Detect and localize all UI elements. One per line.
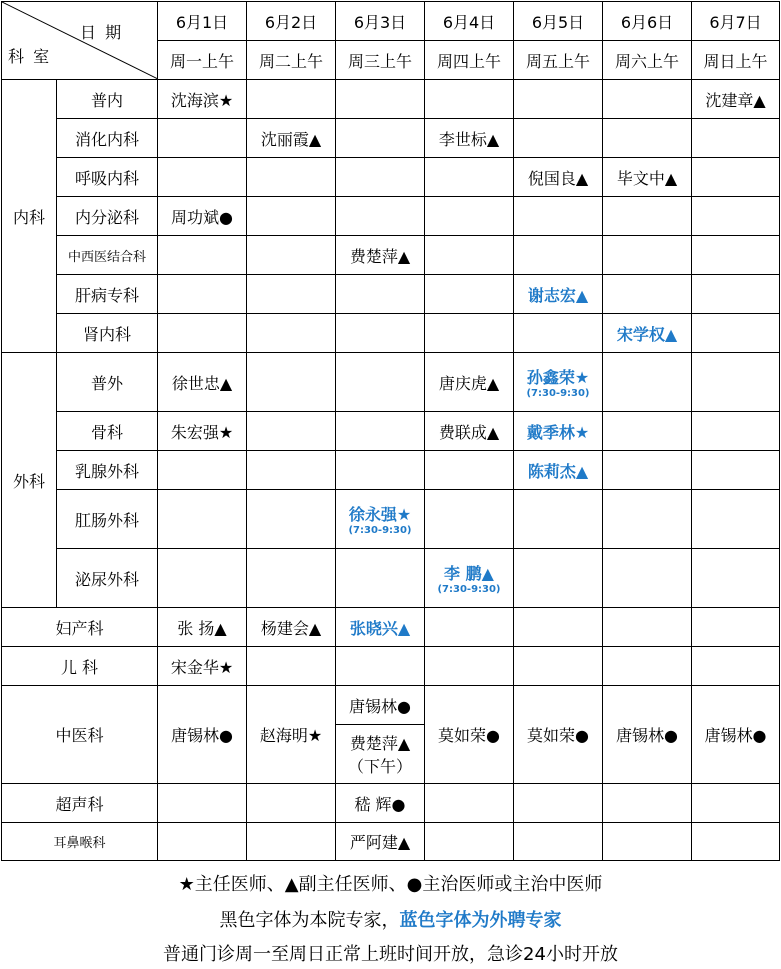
table-row [2,412,780,451]
weekday-header: 周一上午 [158,41,247,80]
empty-cell [603,353,692,412]
empty-cell [514,314,603,353]
dept-label: 超声科 [2,784,158,823]
empty-cell [158,784,247,823]
session-note: （下午） [347,757,412,776]
dept-label: 骨科 [57,412,158,451]
dept-label: 泌尿外科 [57,549,158,608]
table-row [2,784,780,823]
doctor-cell-external: 谢志宏▲ [514,275,603,314]
empty-cell [425,451,514,490]
empty-cell [247,412,336,451]
empty-cell [603,197,692,236]
empty-cell [158,549,247,608]
doctor-cell: 徐世忠▲ [158,353,247,412]
empty-cell [692,275,780,314]
doctor-cell: 唐庆虎▲ [425,353,514,412]
table-row [2,823,780,861]
group-label-surgery: 外科 [2,353,57,608]
empty-cell [336,80,425,119]
time-note: (7:30-9:30) [526,387,590,399]
empty-cell [336,647,425,686]
empty-cell [247,823,336,861]
corner-date-label: 日 期 [80,23,124,42]
table-row [2,686,780,725]
doctor-cell: 沈丽霞▲ [247,119,336,158]
table-row [2,608,780,647]
table-row [2,549,780,608]
table-row [2,647,780,686]
group-label-internal: 内科 [2,80,57,353]
empty-cell [692,647,780,686]
empty-cell [514,119,603,158]
dept-label: 普外 [57,353,158,412]
weekday-header: 周四上午 [425,41,514,80]
empty-cell [514,80,603,119]
empty-cell [514,197,603,236]
doctor-cell: 杨建会▲ [247,608,336,647]
dept-label: 肛肠外科 [57,490,158,549]
font-note-blue: 蓝色字体为外聘专家 [399,910,562,931]
empty-cell [425,275,514,314]
schedule-table [1,1,780,861]
empty-cell [158,119,247,158]
empty-cell [692,236,780,275]
dept-label: 内分泌科 [57,197,158,236]
doctor-cell-external [336,490,425,549]
doctor-cell: 严阿建▲ [336,823,425,861]
empty-cell [336,197,425,236]
font-color-note [0,906,781,932]
doctor-cell-external [514,353,603,412]
empty-cell [336,119,425,158]
dept-label: 中医科 [2,686,158,784]
empty-cell [247,647,336,686]
empty-cell [336,314,425,353]
legend-note: ★主任医师、▲副主任医师、●主治医师或主治中医师 [178,874,603,895]
empty-cell [425,647,514,686]
empty-cell [425,80,514,119]
empty-cell [425,236,514,275]
empty-cell [158,823,247,861]
date-header: 6月1日 [158,2,247,41]
doctor-name: 徐永强★ [348,504,412,524]
empty-cell [336,275,425,314]
empty-cell [603,608,692,647]
date-header: 6月3日 [336,2,425,41]
empty-cell [692,314,780,353]
dept-label: 呼吸内科 [57,158,158,197]
doctor-cell: 唐锡林● [692,686,780,784]
empty-cell [692,412,780,451]
empty-cell [692,197,780,236]
empty-cell [603,119,692,158]
doctor-cell: 宋金华★ [158,647,247,686]
empty-cell [603,549,692,608]
table-row [2,451,780,490]
doctor-cell: 沈建章▲ [692,80,780,119]
empty-cell [425,823,514,861]
doctor-cell: 莫如荣● [514,686,603,784]
empty-cell [603,236,692,275]
empty-cell [692,119,780,158]
empty-cell [247,490,336,549]
dept-label: 乳腺外科 [57,451,158,490]
doctor-cell: 张 扬▲ [158,608,247,647]
doctor-cell: 朱宏强★ [158,412,247,451]
doctor-cell: 唐锡林● [158,686,247,784]
empty-cell [603,784,692,823]
empty-cell [603,80,692,119]
empty-cell [336,549,425,608]
doctor-cell: 周功斌● [158,197,247,236]
doctor-cell: 唐锡林● [336,686,425,725]
empty-cell [514,647,603,686]
empty-cell [692,608,780,647]
empty-cell [158,236,247,275]
table-row [2,197,780,236]
date-header: 6月2日 [247,2,336,41]
dept-label: 儿 科 [2,647,158,686]
empty-cell [425,490,514,549]
empty-cell [425,158,514,197]
date-header: 6月6日 [603,2,692,41]
dept-label: 中西医结合科 [57,236,158,275]
doctor-cell-external: 张晓兴▲ [336,608,425,647]
weekday-header: 周二上午 [247,41,336,80]
empty-cell [336,412,425,451]
empty-cell [514,236,603,275]
empty-cell [158,158,247,197]
empty-cell [692,158,780,197]
doctor-name: 李 鹏▲ [444,563,494,583]
empty-cell [247,784,336,823]
empty-cell [247,158,336,197]
empty-cell [603,412,692,451]
empty-cell [692,490,780,549]
hours-note: 普通门诊周一至周日正常上班时间开放，急诊24小时开放 [163,944,618,965]
empty-cell [158,314,247,353]
header-row-dates [2,2,780,41]
doctor-cell-external [425,549,514,608]
table-row [2,236,780,275]
doctor-cell: 莫如荣● [425,686,514,784]
empty-cell [247,197,336,236]
doctor-cell: 费联成▲ [425,412,514,451]
weekday-header: 周六上午 [603,41,692,80]
empty-cell [425,314,514,353]
doctor-cell: 沈海滨★ [158,80,247,119]
empty-cell [158,451,247,490]
doctor-cell [336,725,425,784]
table-row [2,353,780,412]
empty-cell [692,784,780,823]
table-row [2,158,780,197]
doctor-cell-external: 宋学权▲ [603,314,692,353]
empty-cell [336,353,425,412]
table-row [2,314,780,353]
empty-cell [247,236,336,275]
empty-cell [603,823,692,861]
empty-cell [336,451,425,490]
dept-label: 消化内科 [57,119,158,158]
empty-cell [603,451,692,490]
weekday-header: 周三上午 [336,41,425,80]
empty-cell [514,490,603,549]
date-header: 6月4日 [425,2,514,41]
empty-cell [247,549,336,608]
empty-cell [247,353,336,412]
empty-cell [692,451,780,490]
empty-cell [603,647,692,686]
doctor-cell: 倪国良▲ [514,158,603,197]
font-note-black: 黑色字体为本院专家， [219,910,400,931]
doctor-cell: 赵海明★ [247,686,336,784]
table-row [2,119,780,158]
empty-cell [336,158,425,197]
dept-label: 肾内科 [57,314,158,353]
empty-cell [514,784,603,823]
doctor-cell: 毕文中▲ [603,158,692,197]
table-row [2,490,780,549]
empty-cell [425,608,514,647]
empty-cell [603,275,692,314]
dept-label: 耳鼻喉科 [2,823,158,861]
time-note: (7:30-9:30) [437,583,501,595]
empty-cell [603,490,692,549]
doctor-name: 孙鑫荣★ [526,367,590,387]
doctor-cell-external: 陈莉杰▲ [514,451,603,490]
weekday-header: 周日上午 [692,41,780,80]
empty-cell [425,784,514,823]
doctor-cell: 唐锡林● [603,686,692,784]
table-row [2,275,780,314]
empty-cell [692,823,780,861]
empty-cell [247,451,336,490]
empty-cell [158,490,247,549]
date-header: 6月5日 [514,2,603,41]
dept-label: 肝病专科 [57,275,158,314]
table-row [2,80,780,119]
empty-cell [514,823,603,861]
empty-cell [692,549,780,608]
empty-cell [514,549,603,608]
empty-cell [514,608,603,647]
doctor-cell: 李世标▲ [425,119,514,158]
empty-cell [247,80,336,119]
empty-cell [425,197,514,236]
empty-cell [247,314,336,353]
dept-label: 妇产科 [2,608,158,647]
empty-cell [158,275,247,314]
doctor-cell: 费楚萍▲ [336,236,425,275]
doctor-cell-external: 戴季林★ [514,412,603,451]
weekday-header: 周五上午 [514,41,603,80]
empty-cell [692,353,780,412]
corner-dept-label: 科 室 [8,47,52,66]
doctor-cell: 嵇 辉● [336,784,425,823]
dept-label: 普内 [57,80,158,119]
empty-cell [247,275,336,314]
time-note: (7:30-9:30) [348,524,412,536]
corner-header [2,2,158,80]
date-header: 6月7日 [692,2,780,41]
doctor-name: 费楚萍▲ [349,734,411,753]
